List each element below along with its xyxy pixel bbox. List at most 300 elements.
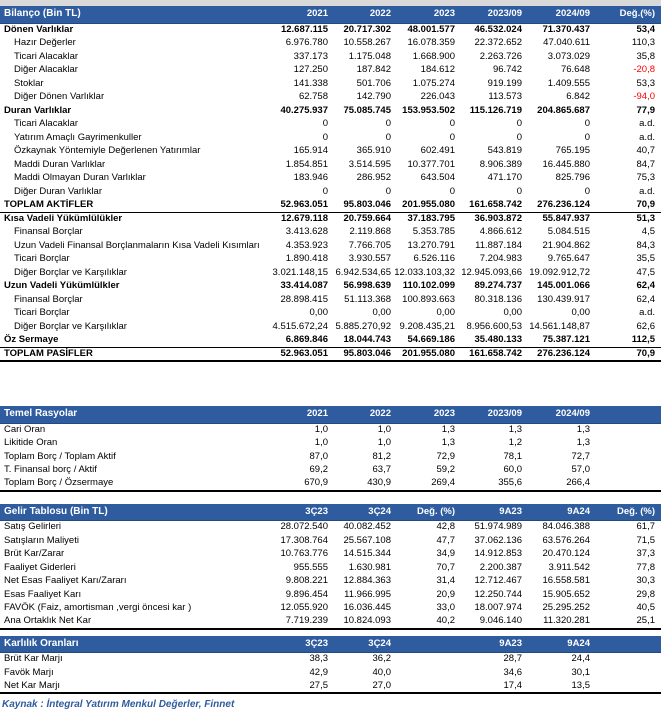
column-header: Değ. (%) <box>393 504 457 521</box>
row-value: 10.558.267 <box>343 37 391 48</box>
table-row <box>0 548 661 562</box>
row-value: 34,6 <box>503 666 522 678</box>
row-value: 33,0 <box>436 602 455 613</box>
table-row <box>0 145 661 159</box>
table-row <box>0 131 661 145</box>
row-value: 266,4 <box>524 477 592 491</box>
table-title: Bilanço (Bin TL) <box>0 6 266 23</box>
row-value: 9.046.140 <box>457 615 524 629</box>
row-value: 11.887.184 <box>475 239 522 251</box>
row-value: 77,8 <box>636 561 655 573</box>
table-row <box>0 334 661 348</box>
row-value: 141.338 <box>293 77 328 89</box>
row-label: Favök Marjı <box>4 666 54 678</box>
row-value: a.d. <box>639 118 655 129</box>
row-value: 4,5 <box>641 226 655 237</box>
row-value: 89.274.737 <box>474 280 522 291</box>
row-value: 602.491 <box>420 145 455 156</box>
income-statement-table <box>0 504 661 630</box>
section-gap <box>0 362 661 406</box>
row-value: 7.719.239 <box>266 615 330 629</box>
row-value: 9.208.435,21 <box>399 320 455 332</box>
row-label: Net Esas Faaliyet Karı/Zararı <box>4 575 127 586</box>
row-value: 87,0 <box>309 450 328 462</box>
row-label: T. Finansal borç / Aktif <box>4 464 97 475</box>
row-value: 63.576.264 <box>542 534 590 546</box>
row-value: 0 <box>516 185 522 197</box>
row-value: 84,7 <box>636 158 655 170</box>
row-value: 3.930.557 <box>348 253 391 264</box>
row-value: 6.842 <box>566 91 590 102</box>
row-value: 7.766.705 <box>348 239 391 251</box>
row-value: 269,4 <box>393 477 457 491</box>
row-label: Öz Sermaye <box>0 334 266 348</box>
row-value: 22.372.652 <box>474 37 522 48</box>
row-value: 6.976.780 <box>285 37 328 48</box>
row-value: 0,00 <box>309 307 328 318</box>
row-value: 0,00 <box>372 307 391 318</box>
row-value: 9.808.221 <box>285 575 328 586</box>
table-row <box>0 104 661 118</box>
row-value: 62,6 <box>636 320 655 332</box>
row-value: 16.445.880 <box>542 158 590 170</box>
row-label: Hazır Değerler <box>14 37 76 48</box>
row-value: 337.173 <box>293 50 328 62</box>
row-value: 84.046.388 <box>542 521 590 533</box>
table-row <box>0 239 661 253</box>
source-note: Kaynak : İntegral Yatırım Menkul Değerler, Finnet <box>2 699 235 710</box>
row-label: Ticari Borçlar <box>14 253 70 264</box>
row-value: 18.007.974 <box>474 602 522 613</box>
row-value: 5.353.785 <box>412 226 455 237</box>
row-value: 24,4 <box>571 653 590 665</box>
table-row <box>0 602 661 616</box>
row-value: 3.021.148,15 <box>272 266 328 278</box>
row-value: 47,7 <box>436 534 455 546</box>
row-value: 5.885.270,92 <box>335 320 391 332</box>
row-label: Cari Oran <box>4 423 46 435</box>
row-value: 75,3 <box>636 172 655 183</box>
row-value: 75.387.121 <box>524 334 592 348</box>
table-row <box>0 347 661 361</box>
row-value: 70,9 <box>592 199 661 213</box>
balance-sheet-table <box>0 6 661 362</box>
row-value: 75.085.745 <box>343 104 391 116</box>
row-value: 430,9 <box>330 477 393 491</box>
row-value: 0 <box>516 131 522 143</box>
row-value: 161.658.742 <box>457 199 524 213</box>
row-value: 10.763.776 <box>280 548 328 559</box>
row-value: 14.912.853 <box>474 548 522 559</box>
row-value: 4.515.672,24 <box>272 320 328 332</box>
row-value: 919.199 <box>487 77 522 89</box>
row-label: Ticari Alacaklar <box>14 118 79 129</box>
row-value: 28,7 <box>503 653 522 665</box>
row-value: 40,7 <box>636 145 655 156</box>
row-label: Faaliyet Giderleri <box>4 561 76 573</box>
row-value: 61,7 <box>636 521 655 533</box>
row-value: 51.974.989 <box>474 521 522 533</box>
row-value: 4.353.923 <box>285 239 328 251</box>
row-value: 48.001.577 <box>407 23 455 35</box>
data-table <box>0 636 661 695</box>
row-value: 95.803.046 <box>330 199 393 213</box>
column-header: 2023 <box>393 406 457 423</box>
row-value <box>592 464 661 478</box>
row-value: 96.742 <box>492 64 522 75</box>
table-row <box>0 477 661 491</box>
row-value: 62.758 <box>298 91 328 102</box>
row-value: 13.270.791 <box>407 239 455 251</box>
row-value: 72,7 <box>571 450 590 462</box>
row-label: Toplam Borç / Özsermaye <box>0 477 266 491</box>
row-label: Diğer Dönen Varlıklar <box>14 91 105 102</box>
row-value: 12.679.118 <box>280 212 328 224</box>
row-value: 40.082.452 <box>343 521 391 533</box>
row-label: Satış Gelirleri <box>4 521 62 533</box>
table-row <box>0 293 661 307</box>
row-value: 1.175.048 <box>348 50 391 62</box>
column-header: 2022 <box>330 6 393 23</box>
table-header-row <box>0 406 661 423</box>
row-value: 38,3 <box>309 653 328 665</box>
row-value: 145.001.066 <box>537 280 590 291</box>
row-label: Diğer Alacaklar <box>14 64 78 75</box>
table-header-row <box>0 6 661 23</box>
row-value: 183.946 <box>293 172 328 183</box>
row-value: 25.295.252 <box>542 602 590 613</box>
table-row <box>0 266 661 280</box>
row-value: 63,7 <box>372 464 391 475</box>
row-value: 80.318.136 <box>474 293 522 305</box>
column-header: 2023/09 <box>457 406 524 423</box>
row-value: 9.765.647 <box>547 253 590 264</box>
row-value: 28.898.415 <box>280 293 328 305</box>
column-header: 9A23 <box>457 636 524 653</box>
column-header: 2021 <box>266 406 330 423</box>
row-label: Dönen Varlıklar <box>4 23 74 35</box>
row-value: 1,3 <box>441 423 455 435</box>
column-header <box>592 406 661 423</box>
row-value: 53,4 <box>636 23 655 35</box>
table-row <box>0 680 661 694</box>
row-value <box>592 450 661 464</box>
row-value: 1.630.981 <box>348 561 391 573</box>
row-value: 59,2 <box>436 464 455 475</box>
row-label: Diğer Borçlar ve Karşılıklar <box>14 320 127 332</box>
row-label: Yatırım Amaçlı Gayrimenkuller <box>14 131 142 143</box>
row-value: 29,8 <box>636 588 655 600</box>
row-value: 286.952 <box>356 172 391 183</box>
row-value: 84,3 <box>636 239 655 251</box>
row-label: Kısa Vadeli Yükümlülükler <box>4 212 123 224</box>
row-label: FAVÖK (Faiz, amortisman ,vergi öncesi kar ) <box>4 602 192 613</box>
row-value: 113.573 <box>488 91 522 102</box>
row-value: 16.036.445 <box>343 602 391 613</box>
row-label: Duran Varlıklar <box>4 104 72 116</box>
row-value: 7.204.983 <box>479 253 522 264</box>
row-value: 2.200.387 <box>479 561 522 573</box>
row-value: a.d. <box>639 185 655 197</box>
row-value: 28.072.540 <box>280 521 328 533</box>
row-label: Finansal Borçlar <box>14 293 83 305</box>
table-row <box>0 666 661 680</box>
row-value: 643.504 <box>420 172 455 183</box>
row-value: 10.824.093 <box>330 615 393 629</box>
table-row <box>0 253 661 267</box>
table-row <box>0 437 661 451</box>
row-value: 35,5 <box>636 253 655 264</box>
row-value: 6.526.116 <box>413 253 455 264</box>
row-value: 100.893.663 <box>402 293 455 305</box>
row-value: 0 <box>584 118 590 129</box>
row-value: 60,0 <box>503 464 522 475</box>
row-value: 0 <box>322 131 328 143</box>
row-value: 25.567.108 <box>343 534 391 546</box>
table-row <box>0 588 661 602</box>
row-label: Ticari Borçlar <box>14 307 70 318</box>
row-value: 46.532.024 <box>474 23 522 35</box>
row-value: 56.998.639 <box>343 280 391 291</box>
row-value: 35,8 <box>636 50 655 62</box>
row-value: 10.377.701 <box>407 158 455 170</box>
row-value: 153.953.502 <box>402 104 455 116</box>
row-value: 72,9 <box>436 450 455 462</box>
row-value: 127.250 <box>293 64 328 75</box>
row-value: 0 <box>385 131 391 143</box>
row-label: Diğer Duran Varlıklar <box>14 185 102 197</box>
row-value: 12.033.103,32 <box>394 266 455 278</box>
table-row <box>0 199 661 213</box>
row-value: 1.890.418 <box>285 253 328 264</box>
row-value: 70,9 <box>592 347 661 361</box>
row-value: 355,6 <box>457 477 524 491</box>
row-value: 1,0 <box>377 423 391 435</box>
table-row <box>0 91 661 105</box>
row-value: 40,5 <box>636 602 655 613</box>
row-label: Uzun Vadeli Yükümlülkler <box>4 280 120 291</box>
row-value: 6.942.534,65 <box>335 266 391 278</box>
column-header: 9A24 <box>524 504 592 521</box>
row-value: 77,9 <box>636 104 655 116</box>
row-value: 57,0 <box>571 464 590 475</box>
row-value: 204.865.687 <box>537 104 590 116</box>
profitability-ratios-table <box>0 636 661 695</box>
table-row <box>0 450 661 464</box>
row-value: 0 <box>584 185 590 197</box>
row-value: 55.847.937 <box>542 212 590 224</box>
row-value: 1,3 <box>508 423 522 435</box>
row-value: 17.308.764 <box>280 534 328 546</box>
row-value: 1.668.900 <box>412 50 455 62</box>
table-row <box>0 118 661 132</box>
column-header: 2024/09 <box>524 406 592 423</box>
column-header: 3Ç24 <box>330 636 393 653</box>
row-value: 184.612 <box>420 64 455 75</box>
row-value: 130.439.917 <box>537 293 590 305</box>
column-header: 2023 <box>393 6 457 23</box>
row-value: 0,00 <box>503 307 522 318</box>
table-row <box>0 423 661 437</box>
row-value: 1,0 <box>314 423 328 435</box>
row-value: 0 <box>322 185 328 197</box>
row-value: 165.914 <box>293 145 328 156</box>
row-value: 33.414.087 <box>280 280 328 291</box>
row-value: 52.963.051 <box>266 199 330 213</box>
table-row <box>0 464 661 478</box>
row-value <box>592 653 661 667</box>
column-header: 9A24 <box>524 636 592 653</box>
row-value: 0 <box>516 118 522 129</box>
row-value: 37,3 <box>636 548 655 559</box>
row-value: 14.515.344 <box>343 548 391 559</box>
data-table <box>0 6 661 362</box>
column-header: 2023/09 <box>457 6 524 23</box>
row-value: 17,4 <box>457 680 524 694</box>
row-value: a.d. <box>639 307 655 318</box>
row-label: Net Kar Marjı <box>0 680 266 694</box>
row-value: 15.905.652 <box>542 588 590 600</box>
table-row <box>0 320 661 334</box>
row-value: 765.195 <box>555 145 590 156</box>
table-header-row <box>0 504 661 521</box>
row-value: 471.170 <box>487 172 522 183</box>
row-value <box>592 477 661 491</box>
row-value: 19.092.912,72 <box>529 266 590 278</box>
row-value <box>393 653 457 667</box>
row-value: 30,1 <box>571 666 590 678</box>
row-label: Özkaynak Yöntemiyle Değerlenen Yatırımlar <box>14 145 201 156</box>
table-row <box>0 212 661 226</box>
row-value: 201.955.080 <box>393 347 457 361</box>
row-value <box>592 680 661 694</box>
row-value: 365.910 <box>356 145 391 156</box>
row-value: 5.084.515 <box>547 226 590 237</box>
row-value: 16.078.359 <box>407 37 455 48</box>
row-value: 34,9 <box>436 548 455 559</box>
row-value: 115.126.719 <box>469 104 522 116</box>
row-value <box>592 666 661 680</box>
column-header: 2024/09 <box>524 6 592 23</box>
row-value: 52.963.051 <box>266 347 330 361</box>
row-label: TOPLAM AKTİFLER <box>0 199 266 213</box>
row-value: 3.514.595 <box>348 158 391 170</box>
column-header: Değ.(%) <box>592 6 661 23</box>
row-value: 1,2 <box>508 437 522 448</box>
table-row <box>0 158 661 172</box>
row-value: 0 <box>449 185 455 197</box>
row-value: 8.906.389 <box>479 158 522 170</box>
row-value: 201.955.080 <box>393 199 457 213</box>
row-value: 13,5 <box>524 680 592 694</box>
row-value: 20.717.302 <box>343 23 391 35</box>
row-value <box>393 666 457 680</box>
table-row <box>0 280 661 294</box>
row-value: 71.370.437 <box>542 23 590 35</box>
row-value: 0 <box>584 131 590 143</box>
column-header <box>393 636 457 653</box>
row-value: 1.409.555 <box>547 77 590 89</box>
row-value: 30,3 <box>636 575 655 586</box>
row-value: 276.236.124 <box>524 199 592 213</box>
row-value: 62,4 <box>636 280 655 291</box>
row-value: 40,2 <box>393 615 457 629</box>
table-row <box>0 307 661 321</box>
data-table <box>0 504 661 630</box>
table-row <box>0 64 661 78</box>
row-value: 501.706 <box>356 77 391 89</box>
row-value: 3.413.628 <box>285 226 328 237</box>
data-table <box>0 406 661 492</box>
row-value: 70,7 <box>436 561 455 573</box>
table-row <box>0 653 661 667</box>
row-value: 1.854.851 <box>285 158 328 170</box>
row-value: 12.945.093,66 <box>461 266 522 278</box>
row-value <box>393 680 457 694</box>
row-value: 1,0 <box>314 437 328 448</box>
table-row <box>0 226 661 240</box>
row-value: 12.250.744 <box>474 588 522 600</box>
table-row <box>0 77 661 91</box>
row-value: 14.561.148,87 <box>529 320 590 332</box>
table-row <box>0 521 661 535</box>
row-value: 25,1 <box>592 615 661 629</box>
row-value: 16.558.581 <box>542 575 590 586</box>
row-value: 20,9 <box>436 588 455 600</box>
row-label: Esas Faaliyet Karı <box>4 588 82 600</box>
table-row <box>0 185 661 199</box>
row-value: 47,5 <box>636 266 655 278</box>
key-ratios-table <box>0 406 661 492</box>
row-value: 4.866.612 <box>479 226 522 237</box>
table-header-row <box>0 636 661 653</box>
row-value: 0,00 <box>571 307 590 318</box>
row-value: 276.236.124 <box>524 347 592 361</box>
row-value: 9.896.454 <box>285 588 328 600</box>
row-value: 825.796 <box>555 172 590 183</box>
row-value: 226.043 <box>420 91 455 102</box>
row-value: 37.183.795 <box>407 212 455 224</box>
table-row <box>0 534 661 548</box>
section-gap <box>0 492 661 504</box>
row-value: 110,3 <box>631 37 655 48</box>
column-header: 2022 <box>330 406 393 423</box>
row-value: 42,8 <box>436 521 455 533</box>
row-label: Diğer Borçlar ve Karşılıklar <box>14 266 127 278</box>
row-value: 187.842 <box>356 64 391 75</box>
row-value: 40,0 <box>372 666 391 678</box>
row-value: 11.966.995 <box>344 588 391 600</box>
row-value: 42,9 <box>309 666 328 678</box>
row-value: 670,9 <box>266 477 330 491</box>
row-label: Satışların Maliyeti <box>4 534 79 546</box>
row-value: 37.062.136 <box>474 534 522 546</box>
row-label: Brüt Kar Marjı <box>4 653 63 665</box>
row-value: 0 <box>449 131 455 143</box>
row-label: Toplam Borç / Toplam Aktif <box>4 450 116 462</box>
row-value: 12.687.115 <box>280 23 328 35</box>
row-value: 11.320.281 <box>524 615 592 629</box>
row-value: 36.903.872 <box>474 212 522 224</box>
row-value: 1,3 <box>576 423 590 435</box>
row-value: 69,2 <box>309 464 328 475</box>
row-value: 3.911.542 <box>548 561 590 573</box>
row-value: 112,5 <box>592 334 661 348</box>
row-value: a.d. <box>639 131 655 143</box>
row-value: 3.073.029 <box>547 50 590 62</box>
row-label: Brüt Kar/Zarar <box>4 548 65 559</box>
row-value: -20,8 <box>633 64 655 75</box>
